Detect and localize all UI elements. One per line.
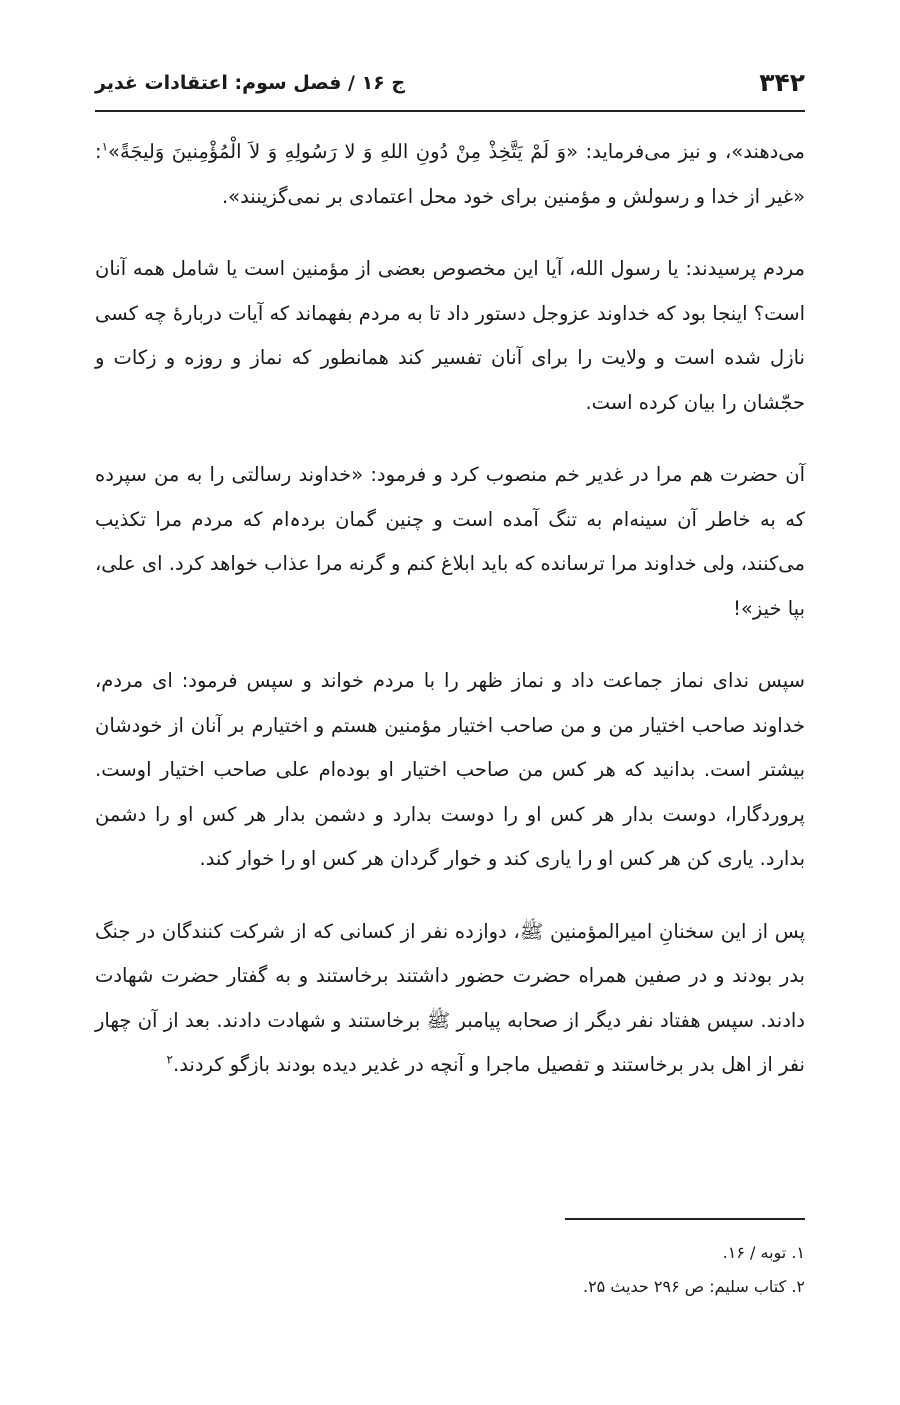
page-header	[95, 64, 805, 108]
quran-verse: وَ لَمْ یَتَّخِذْ مِنْ دُونِ اللهِ وَ لا رَسُولِهِ وَ لاَ الْمُؤْمِنینَ وَلیجَةً	[119, 140, 567, 163]
body-text	[95, 130, 805, 1116]
paragraph-1	[95, 130, 805, 219]
quote-close: »	[108, 140, 120, 163]
paragraph-4: سپس ندای نماز جماعت داد و نماز ظهر را با مردم خواند و سپس فرمود: ای مردم، خداوند صاحب اختیار من و من صاحب اختیار مؤمنین هستم و اختیارم بر آنان از خودشان بیشتر است. بدانید که هر کس من صاحب اختیار او بوده‌ام علی صاحب اختیار اوست. پروردگارا، دوست بدار هر کس او را دوست بدارد و دشمن بدار هر کس او را دشمن بدارد. یاری کن هر کس او را یاری کند و خوار گردان هر کس او را خوار کند.	[95, 669, 805, 870]
paragraph-3: آن حضرت هم مرا در غدیر خم منصوب کرد و فرمود: «خداوند رسالتی را به من سپرده که به خاطر آن سینه‌ام به تنگ آمده است و چنین گمان بردہ‌ام که مردم مرا تکذیب می‌کنند، ولی خداوند مرا ترسانده که باید ابلاغ کنم و گرنه مرا عذاب خواهد کرد. ای علی، بپا خیز»!	[95, 463, 805, 620]
paragraph-2: مردم پرسیدند: یا رسول الله، آیا این مخصوص بعضی از مؤمنین است یا شامل همه آنان است؟ اینجا بود که خداوند عزوجل دستور داد تا به مردم بفهماند که آیات دربارهٔ چه کسی نازل شده است و ولایت را برای آنان تفسیر کند همانطور که نماز و روزه و زکات و حجّشان را بیان کرده است.	[94, 257, 805, 414]
paragraph-5-text: پس از این سخنانِ امیرالمؤمنین ﷺ، دوازده نفر از کسانی که از شرکت کنندگان در جنگ بدر بودند و در صفین همراه حضرت حضور داشتند برخاستند و به گفتار حضرت شهادت دادند. سپس هفتاد نفر دیگر از صحابه پیامبر ﷺ برخاستند و شهادت دادند. بعد از آن چهار نفر از اهل بدر برخاستند و تفصیل ماجرا و آنچه در غدیر دیده بودند بازگو کردند.	[95, 919, 805, 1076]
footnote-1: ۱. توبه / ۱۶.	[722, 1243, 805, 1262]
header-rule	[95, 110, 805, 112]
footnotes	[95, 1236, 805, 1304]
footnote-2: ۲. کتاب سلیم: ص ۲۹۶ حدیث ۲۵.	[582, 1277, 805, 1296]
running-head: ج ۱۶ / فصل سوم: اعتقادات غدیر	[95, 72, 406, 94]
footnote-ref-2[interactable]: ۲	[166, 1052, 173, 1067]
footnote-ref-1[interactable]: ۱	[101, 139, 109, 154]
page-number: ۳۴۲	[759, 68, 805, 97]
footnote-rule	[565, 1218, 805, 1220]
paragraph-5	[95, 910, 805, 1088]
paragraph-1-lead: می‌دهند»، و نیز می‌فرماید: «	[566, 140, 806, 163]
paragraph-1-translation: : «غیر از خدا و رسولش و مؤمنین برای خود محل اعتمادی بر نمی‌گزینند».	[95, 140, 805, 208]
